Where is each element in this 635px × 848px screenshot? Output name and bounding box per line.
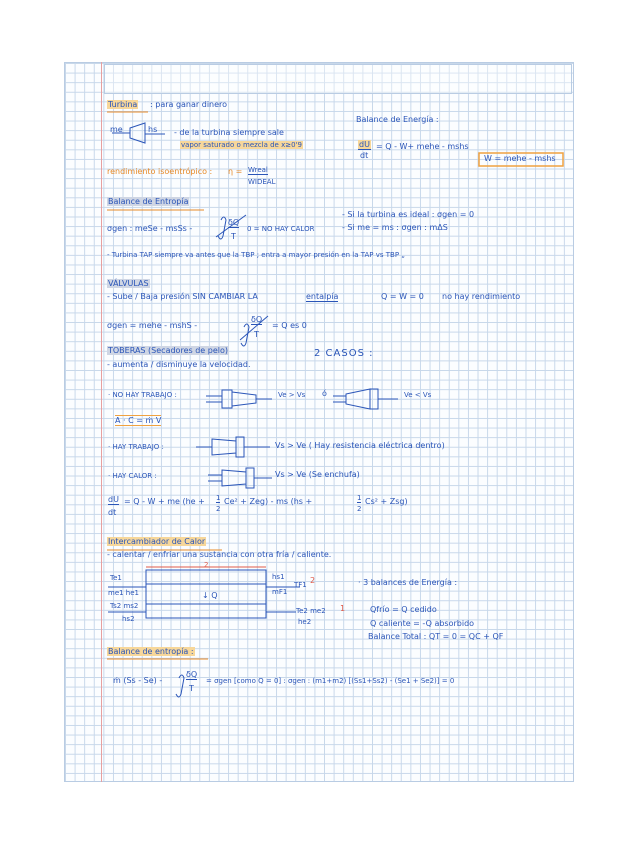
entropia-formula-left: σgen : meSe - msSs -: [107, 224, 193, 233]
section-title-intercambiador: Intercambiador de Calor: [108, 537, 206, 546]
entropia2-int-num: δQ: [186, 670, 198, 679]
toberas-half-den-2: 2: [357, 505, 362, 513]
section-title-balance-entropia: Balance de entropía :: [108, 647, 194, 656]
entropia-int-den: T: [231, 232, 236, 241]
entropia-int-num: δQ: [228, 218, 240, 227]
toberas-no-trabajo: · NO HAY TRABAJO :: [108, 391, 177, 399]
intercambiador-red-num: 2: [204, 561, 209, 569]
energia-dU: dU: [359, 140, 370, 149]
toberas-calor-note: Vs > Ve (Se enchufa): [275, 470, 360, 479]
toberas-half-num-2: 1: [357, 494, 362, 502]
entropia-formula-right: 0 = NO HAY CALOR: [247, 225, 315, 233]
energia-boxed: W = mehe - mshs: [484, 154, 556, 163]
ex-te1: Te1: [110, 574, 122, 582]
section-title-entropia: Balance de Entropía: [108, 197, 189, 206]
nozzle-2: [333, 389, 398, 409]
turbina-note-1: - de la turbina siempre sale: [174, 128, 284, 137]
rendimiento-label: rendimiento isoentrópico :: [107, 167, 213, 176]
ex-qcaliente: Q caliente = -Q absorbido: [370, 619, 475, 628]
ex-num1: 1: [340, 604, 346, 613]
toberas-ve-gt-vs: Ve > Vs: [278, 391, 306, 399]
entropia2-formula-b: = σgen [como Q = 0] : σgen : (m1+m2) [(Ss1+Ss2) - (Se1 + Se2)] = 0: [206, 677, 455, 685]
turbine-inlet-label: me: [110, 125, 123, 134]
valvulas-int-den: T: [254, 330, 259, 339]
ex-me1he1: me1 he1: [108, 589, 140, 597]
ex-he2: he2: [298, 618, 312, 626]
nozzle-4: [208, 468, 272, 488]
ex-qfrio: Qfrío = Q cedido: [370, 605, 437, 614]
ex-hs1: hs1: [272, 573, 285, 581]
ex-te2me2: Te2 me2: [296, 607, 326, 615]
turbina-subtitle: : para ganar dinero: [150, 100, 228, 109]
nozzle-1: [206, 390, 272, 408]
ex-tf1: TF1: [294, 581, 307, 589]
turbina-note-2: vapor saturado o mezcla de x≥0'9: [181, 141, 302, 149]
entropia2-formula-a: ṁ (Ss - Se) -: [113, 676, 163, 685]
entropia-ideal: - Si la turbina es ideal : σgen = 0: [342, 210, 475, 219]
energia-rhs: = Q - W+ mehe - mshs: [376, 142, 469, 151]
toberas-dt: dt: [108, 508, 117, 517]
ex-ts2ms2: Ts2 ms2: [110, 602, 139, 610]
eta-formula: η =: [228, 167, 243, 176]
entropia-tap: - Turbina TAP siempre va antes que la TBP ; entra a mayor presión en la TAP vs TBP „: [107, 251, 405, 259]
valvulas-formula: σgen = mehe - mshS -: [107, 321, 198, 330]
ex-hs2: hs2: [122, 615, 135, 623]
toberas-line1: - aumenta / disminuye la velocidad.: [107, 360, 251, 369]
section-title-toberas: TOBERAS (Secadores de pelo): [108, 346, 228, 355]
toberas-formula-end: Cs² + Zsg): [365, 497, 408, 506]
toberas-formula-rhs: = Q - W + me (he +: [124, 497, 205, 506]
entropia2-int-den: T: [189, 684, 194, 693]
toberas-ve-lt-vs: Ve < Vs: [404, 391, 432, 399]
valvulas-line-a: - Sube / Baja presión SIN CAMBIAR LA: [107, 292, 258, 301]
toberas-formula-mid: Ce² + Zeg) - ms (hs +: [224, 497, 313, 506]
eta-numerator: Wreal: [248, 166, 268, 174]
valvulas-int-num: δQ: [251, 315, 263, 324]
entropia-mass: - Si me = ms : σgen : mΔS: [342, 223, 448, 232]
toberas-trabajo-note: Vs > Ve ( Hay resistencia eléctrica dentro): [275, 441, 445, 450]
valvulas-entalpia: entalpía: [306, 292, 339, 301]
toberas-half-num: 1: [216, 494, 221, 502]
ex-num2: 2: [310, 576, 316, 585]
ex-q: ↓ Q: [202, 591, 218, 600]
toberas-half-den: 2: [216, 505, 221, 513]
integral-sign-1: [218, 217, 226, 239]
toberas-ac: A · C = ṁ V: [115, 416, 162, 425]
toberas-hay-trabajo: · HAY TRABAJO :: [108, 443, 164, 451]
energia-dt: dt: [360, 151, 369, 160]
toberas-casos: 2 CASOS :: [314, 348, 374, 359]
toberas-or: ó: [322, 389, 327, 398]
section-title-valvulas: VÁLVULAS: [108, 279, 149, 288]
integral-sign-3: [176, 675, 184, 697]
integral-sign-2: [241, 324, 249, 346]
ex-three-balances: · 3 balances de Energía :: [358, 578, 458, 587]
toberas-hay-calor: · HAY CALOR :: [108, 472, 157, 480]
nozzle-3: [196, 437, 270, 457]
valvulas-formula-end: = Q es 0: [272, 321, 307, 330]
turbine-outlet-label: hs: [148, 125, 158, 134]
turbine-shape: [130, 123, 145, 143]
toberas-dU: dU: [108, 495, 119, 504]
ex-balance-total: Balance Total : QT = 0 = QC + QF: [368, 632, 504, 641]
valvulas-q-w: Q = W = 0: [381, 292, 424, 301]
intercambiador-line1: - calentar / enfriar una sustancia con otra fría / caliente.: [107, 550, 332, 559]
valvulas-no-rend: no hay rendimiento: [442, 292, 521, 301]
balance-energia-title: Balance de Energía :: [356, 115, 439, 124]
ex-mf1: mF1: [272, 588, 288, 596]
eta-denominator: WIDEAL: [248, 178, 276, 186]
section-title-turbina: Turbina: [108, 100, 138, 109]
